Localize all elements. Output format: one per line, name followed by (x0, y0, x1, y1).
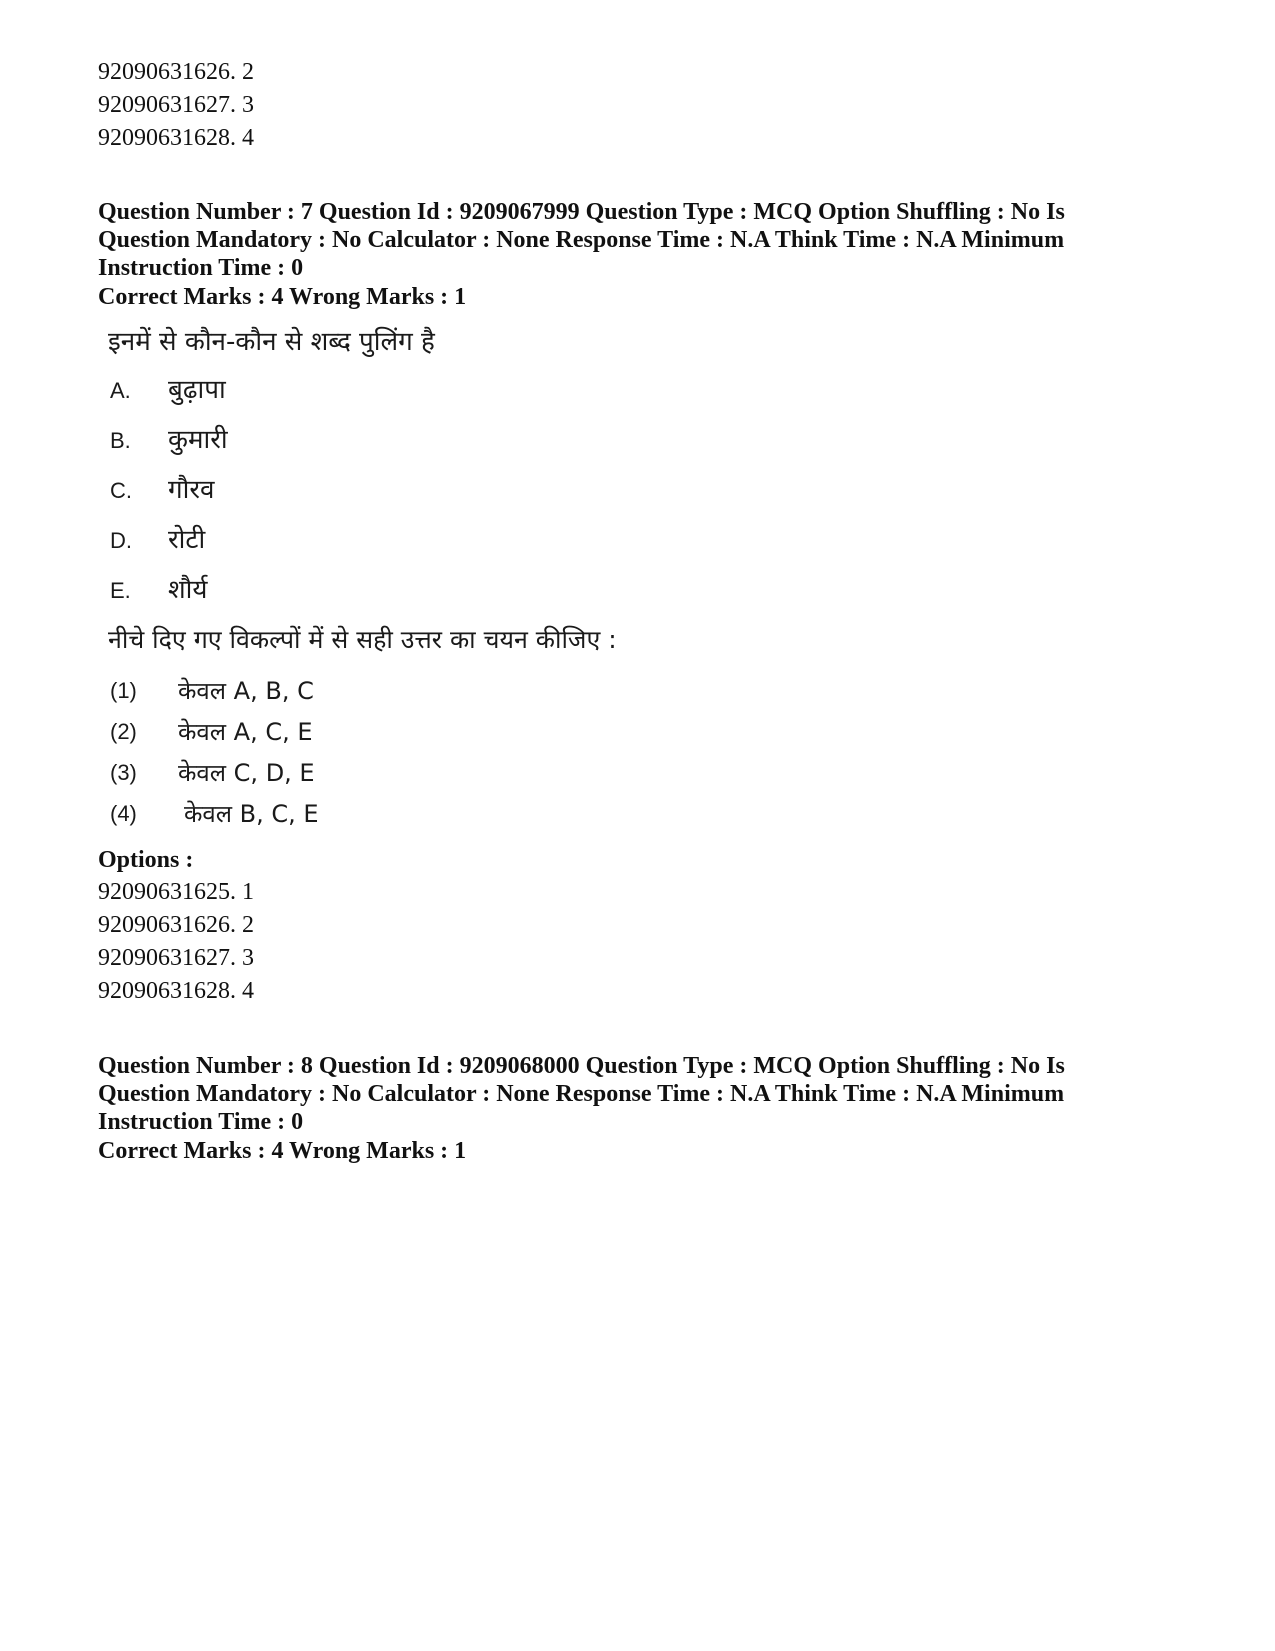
choice-text: केवल B, C, E (184, 800, 319, 828)
choice-number: (3) (110, 760, 137, 785)
option-line: 92090631627. 3 (98, 945, 254, 971)
item-word: शौर्य (168, 575, 208, 605)
option-line: 92090631628. 4 (98, 125, 254, 151)
question-7-marks: Correct Marks : 4 Wrong Marks : 1 (98, 284, 467, 310)
question-7-meta: Question Number : 7 Question Id : 9209067999 Question Type : MCQ Option Shuffling : No Is Question Mandatory : No Calculator : None Response Time : N.A Think Time : N.A Minimum Instruction Time : 0 (98, 199, 1065, 281)
question-7-instruction: नीचे दिए गए विकल्पों में से सही उत्तर का चयन कीजिए : (108, 625, 617, 654)
choice-number: (4) (110, 801, 137, 826)
options-label: Options : (98, 847, 194, 873)
question-8-meta: Question Number : 8 Question Id : 9209068000 Question Type : MCQ Option Shuffling : No Is Question Mandatory : No Calculator : None Response Time : N.A Think Time : N.A Minimum Instruction Time : 0 (98, 1053, 1065, 1135)
item-letter: C. (110, 478, 132, 503)
item-letter: E. (110, 578, 131, 603)
question-8-marks: Correct Marks : 4 Wrong Marks : 1 (98, 1138, 467, 1164)
item-word: रोटी (168, 525, 206, 555)
item-word: बुढ़ापा (168, 375, 226, 405)
choice-number: (2) (110, 719, 137, 744)
item-letter: D. (110, 528, 132, 553)
item-letter: B. (110, 428, 131, 453)
question-7-stem: इनमें से कौन-कौन से शब्द पुलिंग है (108, 327, 435, 357)
choice-text: केवल A, C, E (178, 718, 313, 746)
choice-text: केवल A, B, C (178, 677, 314, 705)
choice-text: केवल C, D, E (178, 759, 315, 787)
option-line: 92090631627. 3 (98, 92, 254, 118)
item-letter: A. (110, 378, 131, 403)
item-word: गौरव (168, 475, 215, 505)
option-line: 92090631626. 2 (98, 912, 254, 938)
item-word: कुमारी (168, 425, 228, 455)
option-line: 92090631628. 4 (98, 978, 254, 1004)
option-line: 92090631625. 1 (98, 879, 254, 905)
choice-number: (1) (110, 678, 137, 703)
option-line: 92090631626. 2 (98, 59, 254, 85)
